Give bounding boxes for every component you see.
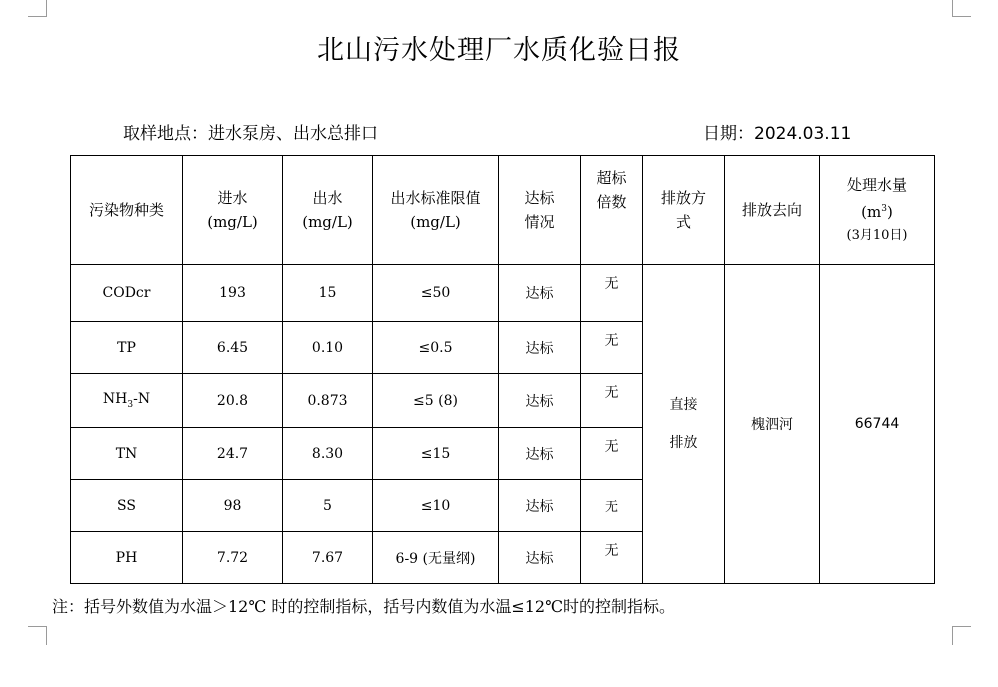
discharge-destination: 槐泗河 (725, 265, 820, 584)
status-value: 达标 (499, 532, 581, 584)
header-effluent (283, 156, 373, 265)
header-volume-date: (3月10日) (846, 227, 908, 243)
exceed-value: 无 (581, 265, 643, 322)
discharge-mode-line2: 排放 (669, 435, 698, 451)
limit-value: ≤15 (373, 428, 499, 480)
discharge-mode-line1: 直接 (669, 397, 698, 413)
footnote: 注：括号外数值为水温＞12℃ 时的控制指标，括号内数值为水温≤12℃时的控制指标。 (52, 597, 676, 616)
effluent-value: 0.10 (283, 322, 373, 374)
header-exceed (581, 156, 643, 265)
status-value: 达标 (499, 265, 581, 322)
pollutant-name: CODcr (71, 265, 183, 322)
effluent-value: 5 (283, 480, 373, 532)
page-corner-mark (28, 0, 47, 17)
header-influent-label: 进水 (217, 189, 248, 207)
header-limit (373, 156, 499, 265)
pollutant-name: TP (71, 322, 183, 374)
influent-value: 7.72 (183, 532, 283, 584)
limit-value: 6-9 (无量纲) (373, 532, 499, 584)
header-compliance (499, 156, 581, 265)
limit-value: ≤50 (373, 265, 499, 322)
limit-value: ≤5 (8) (373, 374, 499, 428)
header-discharge-dest: 排放去向 (725, 156, 820, 265)
header-compliance-line2: 情况 (524, 213, 555, 231)
header-effluent-unit: (mg/L) (302, 213, 353, 231)
page-corner-mark (952, 626, 971, 645)
header-exceed-line2: 倍数 (596, 193, 627, 211)
header-volume (820, 156, 935, 265)
influent-value: 24.7 (183, 428, 283, 480)
treated-volume: 66744 (820, 265, 935, 584)
header-influent (183, 156, 283, 265)
exceed-value: 无 (581, 322, 643, 374)
effluent-value: 7.67 (283, 532, 373, 584)
limit-value: ≤0.5 (373, 322, 499, 374)
header-effluent-label: 出水 (312, 189, 343, 207)
exceed-value: 无 (581, 428, 643, 480)
water-quality-table (70, 155, 935, 584)
header-volume-unit: $(m^3)$ (861, 202, 893, 221)
status-value: 达标 (499, 480, 581, 532)
sampling-location: 取样地点：进水泵房、出水总排口 (123, 124, 378, 144)
header-discharge-mode (643, 156, 725, 265)
table-row (71, 265, 935, 322)
exceed-value: 无 (581, 374, 643, 428)
header-exceed-line1: 超标 (596, 169, 627, 187)
effluent-value: 8.30 (283, 428, 373, 480)
header-discharge-mode-line2: 式 (675, 213, 691, 231)
exceed-value: 无 (581, 480, 643, 532)
report-title: 北山污水处理厂水质化验日报 (317, 35, 681, 66)
header-compliance-line1: 达标 (524, 189, 555, 207)
effluent-value: 15 (283, 265, 373, 322)
influent-value: 6.45 (183, 322, 283, 374)
header-row (71, 156, 935, 265)
page-corner-mark (28, 626, 47, 645)
header-pollutant: 污染物种类 (71, 156, 183, 265)
discharge-mode-cell (643, 265, 725, 584)
pollutant-name: $NH_3-N$ (71, 374, 183, 428)
pollutant-name: SS (71, 480, 183, 532)
exceed-value: 无 (581, 532, 643, 584)
status-value: 达标 (499, 428, 581, 480)
header-limit-label: 出水标准限值 (390, 189, 481, 207)
pollutant-name: TN (71, 428, 183, 480)
header-influent-unit: (mg/L) (207, 213, 258, 231)
header-volume-label: 处理水量 (846, 175, 907, 194)
status-value: 达标 (499, 374, 581, 428)
page-corner-mark (952, 0, 971, 17)
header-discharge-mode-line1: 排放方 (660, 189, 706, 207)
pollutant-name: PH (71, 532, 183, 584)
limit-value: ≤10 (373, 480, 499, 532)
effluent-value: 0.873 (283, 374, 373, 428)
influent-value: 98 (183, 480, 283, 532)
status-value: 达标 (499, 322, 581, 374)
report-date: 日期：2024.03.11 (703, 124, 852, 144)
influent-value: 20.8 (183, 374, 283, 428)
influent-value: 193 (183, 265, 283, 322)
header-limit-unit: (mg/L) (410, 213, 461, 231)
